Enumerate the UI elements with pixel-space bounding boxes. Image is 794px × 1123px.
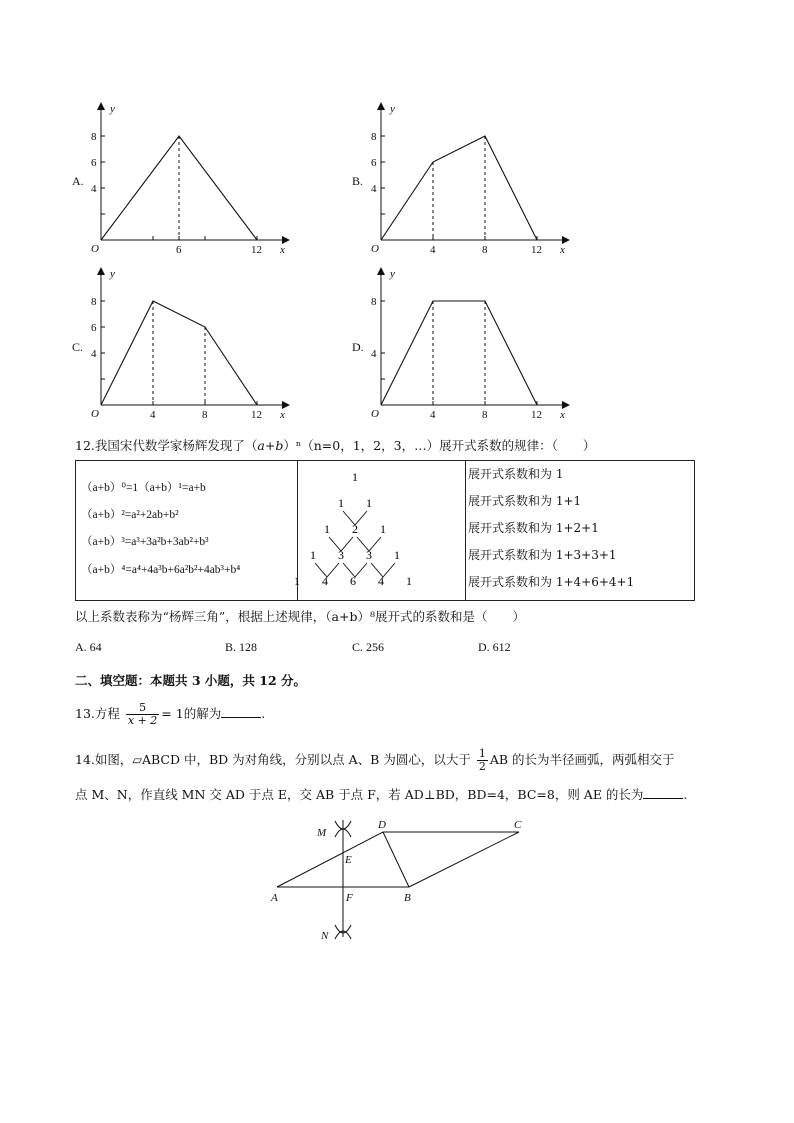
formula-line: （a+b）²=a²+2ab+b² bbox=[81, 509, 179, 521]
y-axis-arrow bbox=[377, 102, 385, 110]
q14-answer-blank bbox=[643, 786, 683, 799]
triangle-number: 1 bbox=[338, 496, 344, 510]
x-tick-label: 12 bbox=[251, 409, 262, 421]
triangle-number: 1 bbox=[352, 470, 358, 484]
q13-fraction bbox=[126, 702, 159, 727]
choice-a: A. 64 bbox=[75, 640, 102, 654]
graph-line bbox=[101, 301, 257, 405]
triangle-column bbox=[294, 461, 466, 600]
y-axis-label: y bbox=[110, 268, 115, 280]
q13: 13.方程 $\frac{5}{x + 2}$ = 1的解为 . bbox=[75, 701, 266, 727]
x-axis-arrow bbox=[282, 401, 290, 409]
x-axis-arrow bbox=[562, 236, 570, 244]
x-tick-label: 12 bbox=[531, 409, 542, 421]
option-c-label: C. bbox=[72, 340, 84, 354]
triangle-number: 1 bbox=[406, 574, 412, 588]
x-tick-label: 12 bbox=[531, 244, 542, 256]
x-axis-arrow bbox=[562, 401, 570, 409]
triangle-number: 1 bbox=[310, 548, 316, 562]
origin-label: O bbox=[371, 243, 379, 255]
q14-line1-a: 14.如图，▱ABCD 中，BD 为对角线，分别以点 A、B 为圆心，以大于 bbox=[75, 752, 471, 767]
q13-equals: = 1 bbox=[161, 706, 184, 721]
q12-follow: 以上系数表称为“杨辉三角”，根据上述规律，（a+b）⁸展开式的系数和是（ ） bbox=[75, 609, 525, 624]
triangle-number: 4 bbox=[378, 574, 384, 588]
y-tick-label: 8 bbox=[371, 131, 377, 143]
x-tick-label: 12 bbox=[251, 244, 262, 256]
option-d-label: D. bbox=[352, 340, 364, 354]
q13-numerator: 5 bbox=[126, 702, 159, 715]
y-axis-label: y bbox=[110, 103, 115, 115]
sum-line: 展开式系数和为 1 bbox=[468, 467, 564, 481]
y-tick-label: 4 bbox=[91, 183, 97, 195]
q13-suffix: 的解为 bbox=[183, 706, 222, 721]
x-axis-label: x bbox=[280, 409, 285, 421]
sum-line: 展开式系数和为 1+1 bbox=[468, 494, 582, 508]
y-tick-label: 8 bbox=[371, 296, 377, 308]
formula-line: （a+b）⁴=a⁴+4a³b+6a²b²+4ab³+b⁴ bbox=[81, 564, 241, 576]
q14-line2-text: 点 M、N，作直线 MN 交 AD 于点 E，交 AB 于点 F，若 AD⊥BD，BD=4，BC=8，则 AE 的长为 bbox=[75, 787, 644, 802]
parallelogram-figure bbox=[265, 815, 535, 950]
graph-line bbox=[101, 136, 257, 240]
formula-line: （a+b）⁰=1（a+b）¹=a+b bbox=[81, 482, 206, 494]
x-tick-label: 4 bbox=[150, 409, 156, 421]
choice-d: D. 612 bbox=[478, 640, 511, 654]
label-c: C bbox=[514, 819, 522, 831]
q13-denominator: x + 2 bbox=[127, 714, 158, 727]
segment-cb bbox=[409, 832, 519, 887]
origin-label: O bbox=[371, 408, 379, 420]
graph-c bbox=[85, 265, 295, 425]
q14-period: . bbox=[683, 787, 688, 802]
x-tick-label: 8 bbox=[482, 244, 488, 256]
sum-line: 展开式系数和为 1+2+1 bbox=[468, 521, 599, 535]
x-tick-label: 6 bbox=[176, 244, 182, 256]
y-axis-arrow bbox=[97, 102, 105, 110]
y-tick-label: 4 bbox=[371, 348, 377, 360]
label-e: E bbox=[345, 854, 352, 866]
y-axis-label: y bbox=[390, 268, 395, 280]
y-tick-label: 4 bbox=[91, 348, 97, 360]
graph-line bbox=[381, 136, 537, 240]
triangle-number: 1 bbox=[380, 522, 386, 536]
x-tick-label: 4 bbox=[430, 244, 436, 256]
triangle-number: 3 bbox=[366, 548, 372, 562]
graph-b bbox=[365, 100, 575, 260]
label-b: B bbox=[404, 892, 411, 904]
formula-line: （a+b）³=a³+3a²b+3ab²+b³ bbox=[81, 536, 209, 548]
triangle-number: 2 bbox=[352, 522, 358, 536]
triangle-number: 1 bbox=[366, 496, 372, 510]
y-axis-label: y bbox=[390, 103, 395, 115]
x-axis-label: x bbox=[560, 244, 565, 256]
triangle-number: 1 bbox=[324, 522, 330, 536]
segment-bd bbox=[383, 832, 409, 887]
option-b-label: B. bbox=[352, 174, 364, 188]
y-axis-arrow bbox=[377, 267, 385, 275]
y-axis-arrow bbox=[97, 267, 105, 275]
origin-label: O bbox=[91, 243, 99, 255]
q12-stem bbox=[75, 437, 595, 455]
q13-prefix: 13.方程 bbox=[75, 706, 120, 721]
section-title: 二、填空题：本题共 3 小题，共 12 分。 bbox=[75, 673, 307, 688]
x-axis-label: x bbox=[560, 409, 565, 421]
yanghui-table bbox=[75, 460, 695, 601]
x-tick-label: 8 bbox=[202, 409, 208, 421]
q12-stem-prefix: 12.我国宋代数学家杨辉发现了（ bbox=[75, 438, 258, 453]
q14-half-num: 1 bbox=[478, 747, 486, 760]
x-axis-arrow bbox=[282, 236, 290, 244]
triangle-number: 1 bbox=[294, 574, 300, 588]
q12-stem-rest: ）ⁿ（n=0，1，2，3，…）展开式系数的规律：（ ） bbox=[283, 438, 596, 453]
triangle-number: 4 bbox=[322, 574, 328, 588]
triangle-number: 6 bbox=[350, 574, 356, 588]
y-tick-label: 8 bbox=[91, 131, 97, 143]
y-tick-label: 6 bbox=[91, 157, 97, 169]
triangle-number: 1 bbox=[394, 548, 400, 562]
y-tick-label: 6 bbox=[91, 322, 97, 334]
x-axis-label: x bbox=[280, 244, 285, 256]
choice-b: B. 128 bbox=[225, 640, 258, 654]
q14-half bbox=[477, 748, 488, 773]
segment-ad bbox=[277, 832, 383, 887]
graph-d bbox=[365, 265, 575, 425]
triangle-number: 3 bbox=[338, 548, 344, 562]
q12-stem-expr: a+b bbox=[257, 438, 284, 453]
q14-line1 bbox=[75, 746, 675, 774]
yanghui-triangle bbox=[294, 461, 465, 600]
sum-line: 展开式系数和为 1+4+6+4+1 bbox=[468, 575, 635, 589]
label-a: A bbox=[271, 892, 278, 904]
x-tick-label: 4 bbox=[430, 409, 436, 421]
graph-a bbox=[85, 100, 295, 260]
label-f: F bbox=[346, 892, 353, 904]
label-m: M bbox=[317, 827, 327, 839]
sum-column bbox=[466, 461, 694, 600]
origin-label: O bbox=[91, 408, 99, 420]
choice-c: C. 256 bbox=[352, 640, 385, 654]
q14-half-den: 2 bbox=[478, 760, 486, 773]
label-n: N bbox=[321, 930, 329, 942]
q14-line1-b: AB 的长为半径画弧，两弧相交于 bbox=[489, 752, 675, 767]
graph-line bbox=[381, 301, 537, 405]
option-a-label: A. bbox=[72, 174, 84, 188]
y-tick-label: 6 bbox=[371, 157, 377, 169]
label-d: D bbox=[378, 819, 386, 831]
y-tick-label: 4 bbox=[371, 183, 377, 195]
y-tick-label: 8 bbox=[91, 296, 97, 308]
q13-answer-blank bbox=[221, 705, 261, 718]
sum-line: 展开式系数和为 1+3+3+1 bbox=[468, 548, 617, 562]
x-tick-label: 8 bbox=[482, 409, 488, 421]
q14-line2 bbox=[75, 786, 687, 804]
formula-column bbox=[76, 461, 298, 600]
